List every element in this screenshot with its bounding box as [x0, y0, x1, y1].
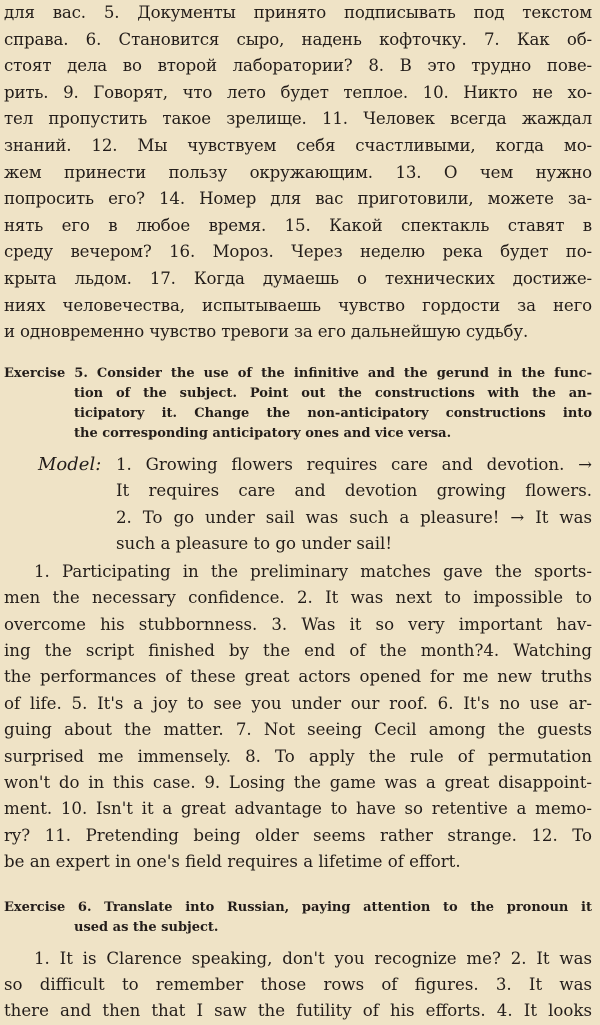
text-line: so difficult to remember those rows of figures. 3. It was — [4, 975, 592, 994]
heading-line: Exercise 5. Consider the use of the infinitive and the gerund in the func- — [4, 365, 592, 381]
text-line: ry? 11. Pretending being older seems rather strange. 12. To — [4, 825, 592, 845]
model-line: 2. To go under sail was such a pleasure! → It was — [116, 507, 592, 527]
text-line: surprised me immensely. 8. To apply the rule of permutation — [4, 746, 592, 766]
model-label: Model: — [38, 453, 102, 475]
text-line: нять его в любое время. 15. Какой спектакль ставят в — [4, 215, 592, 235]
text-line: тел пропустить такое зрелище. 11. Человек всегда жаждал — [4, 109, 592, 129]
text-line: there and then that I saw the futility of his efforts. 4. It looks — [4, 1001, 592, 1021]
model-line: It requires care and devotion growing flowers. — [116, 481, 592, 501]
russian-sentences-block — [4, 0, 592, 346]
text-line: guing about the matter. 7. Not seeing Cecil among the guests — [4, 720, 592, 740]
text-line: для вас. 5. Документы принято подписывать под текстом — [4, 3, 592, 22]
exercise-5-heading — [4, 364, 592, 444]
heading-line: Exercise 6. Translate into Russian, paying attention to the pronoun it — [4, 899, 592, 915]
text-line: знаний. 12. Мы чувствуем себя счастливыми, когда мо- — [4, 135, 592, 155]
text-line: 1. Participating in the preliminary matches gave the sports- — [34, 561, 592, 581]
heading-line: tion of the subject. Point out the constructions with the an- — [74, 385, 592, 401]
heading-line: ticipatory it. Change the non-anticipatory constructions into — [74, 405, 592, 421]
text-line: справа. 6. Становится сыро, надень кофточку. 7. Как об- — [4, 29, 592, 49]
text-line: жем принести пользу окружающим. 13. О чем нужно — [4, 162, 592, 182]
exercise-5-model — [4, 452, 592, 558]
model-line: 1. Growing flowers requires care and devotion. → — [116, 454, 592, 474]
heading-line: the corresponding anticipatory ones and vice versa. — [74, 425, 452, 441]
text-line: won't do in this case. 9. Losing the game was a great disappoint- — [4, 772, 592, 792]
text-line: men the necessary confidence. 2. It was next to impossible to — [4, 588, 592, 608]
model-line: such a pleasure to go under sail! — [116, 534, 393, 554]
text-line: of life. 5. It's a joy to see you under our roof. 6. It's no use ar- — [4, 693, 592, 713]
text-line: среду вечером? 16. Мороз. Через неделю река будет по- — [4, 242, 592, 262]
exercise-6-sentences — [4, 946, 592, 1025]
exercise-6-heading — [4, 898, 592, 938]
text-line: ниях человечества, испытываешь чувство гордости за него — [4, 295, 592, 315]
text-line: крыта льдом. 17. Когда думаешь о технических достиже- — [4, 268, 592, 288]
text-line: и одновременно чувство тревоги за его дальнейшую судьбу. — [4, 322, 529, 342]
text-line: стоят дела во второй лаборатории? 8. В это трудно пове- — [4, 56, 592, 76]
text-line: ing the script finished by the end of the month?4. Watching — [4, 640, 592, 660]
text-line: the performances of these great actors opened for me new truths — [4, 667, 592, 687]
text-line: рить. 9. Говорят, что лето будет теплое. 10. Никто не хо- — [4, 82, 592, 102]
text-line: ment. 10. Isn't it a great advantage to have so retentive a memo- — [4, 799, 592, 819]
text-line: 1. It is Clarence speaking, don't you recognize me? 2. It was — [34, 948, 592, 968]
exercise-5-sentences — [4, 559, 592, 876]
text-line: overcome his stubbornness. 3. Was it so very important hav- — [4, 614, 592, 634]
text-line: be an expert in one's field requires a lifetime of effort. — [4, 852, 461, 872]
heading-line: used as the subject. — [74, 919, 219, 935]
text-line: попросить его? 14. Номер для вас приготовили, можете за- — [4, 189, 592, 209]
